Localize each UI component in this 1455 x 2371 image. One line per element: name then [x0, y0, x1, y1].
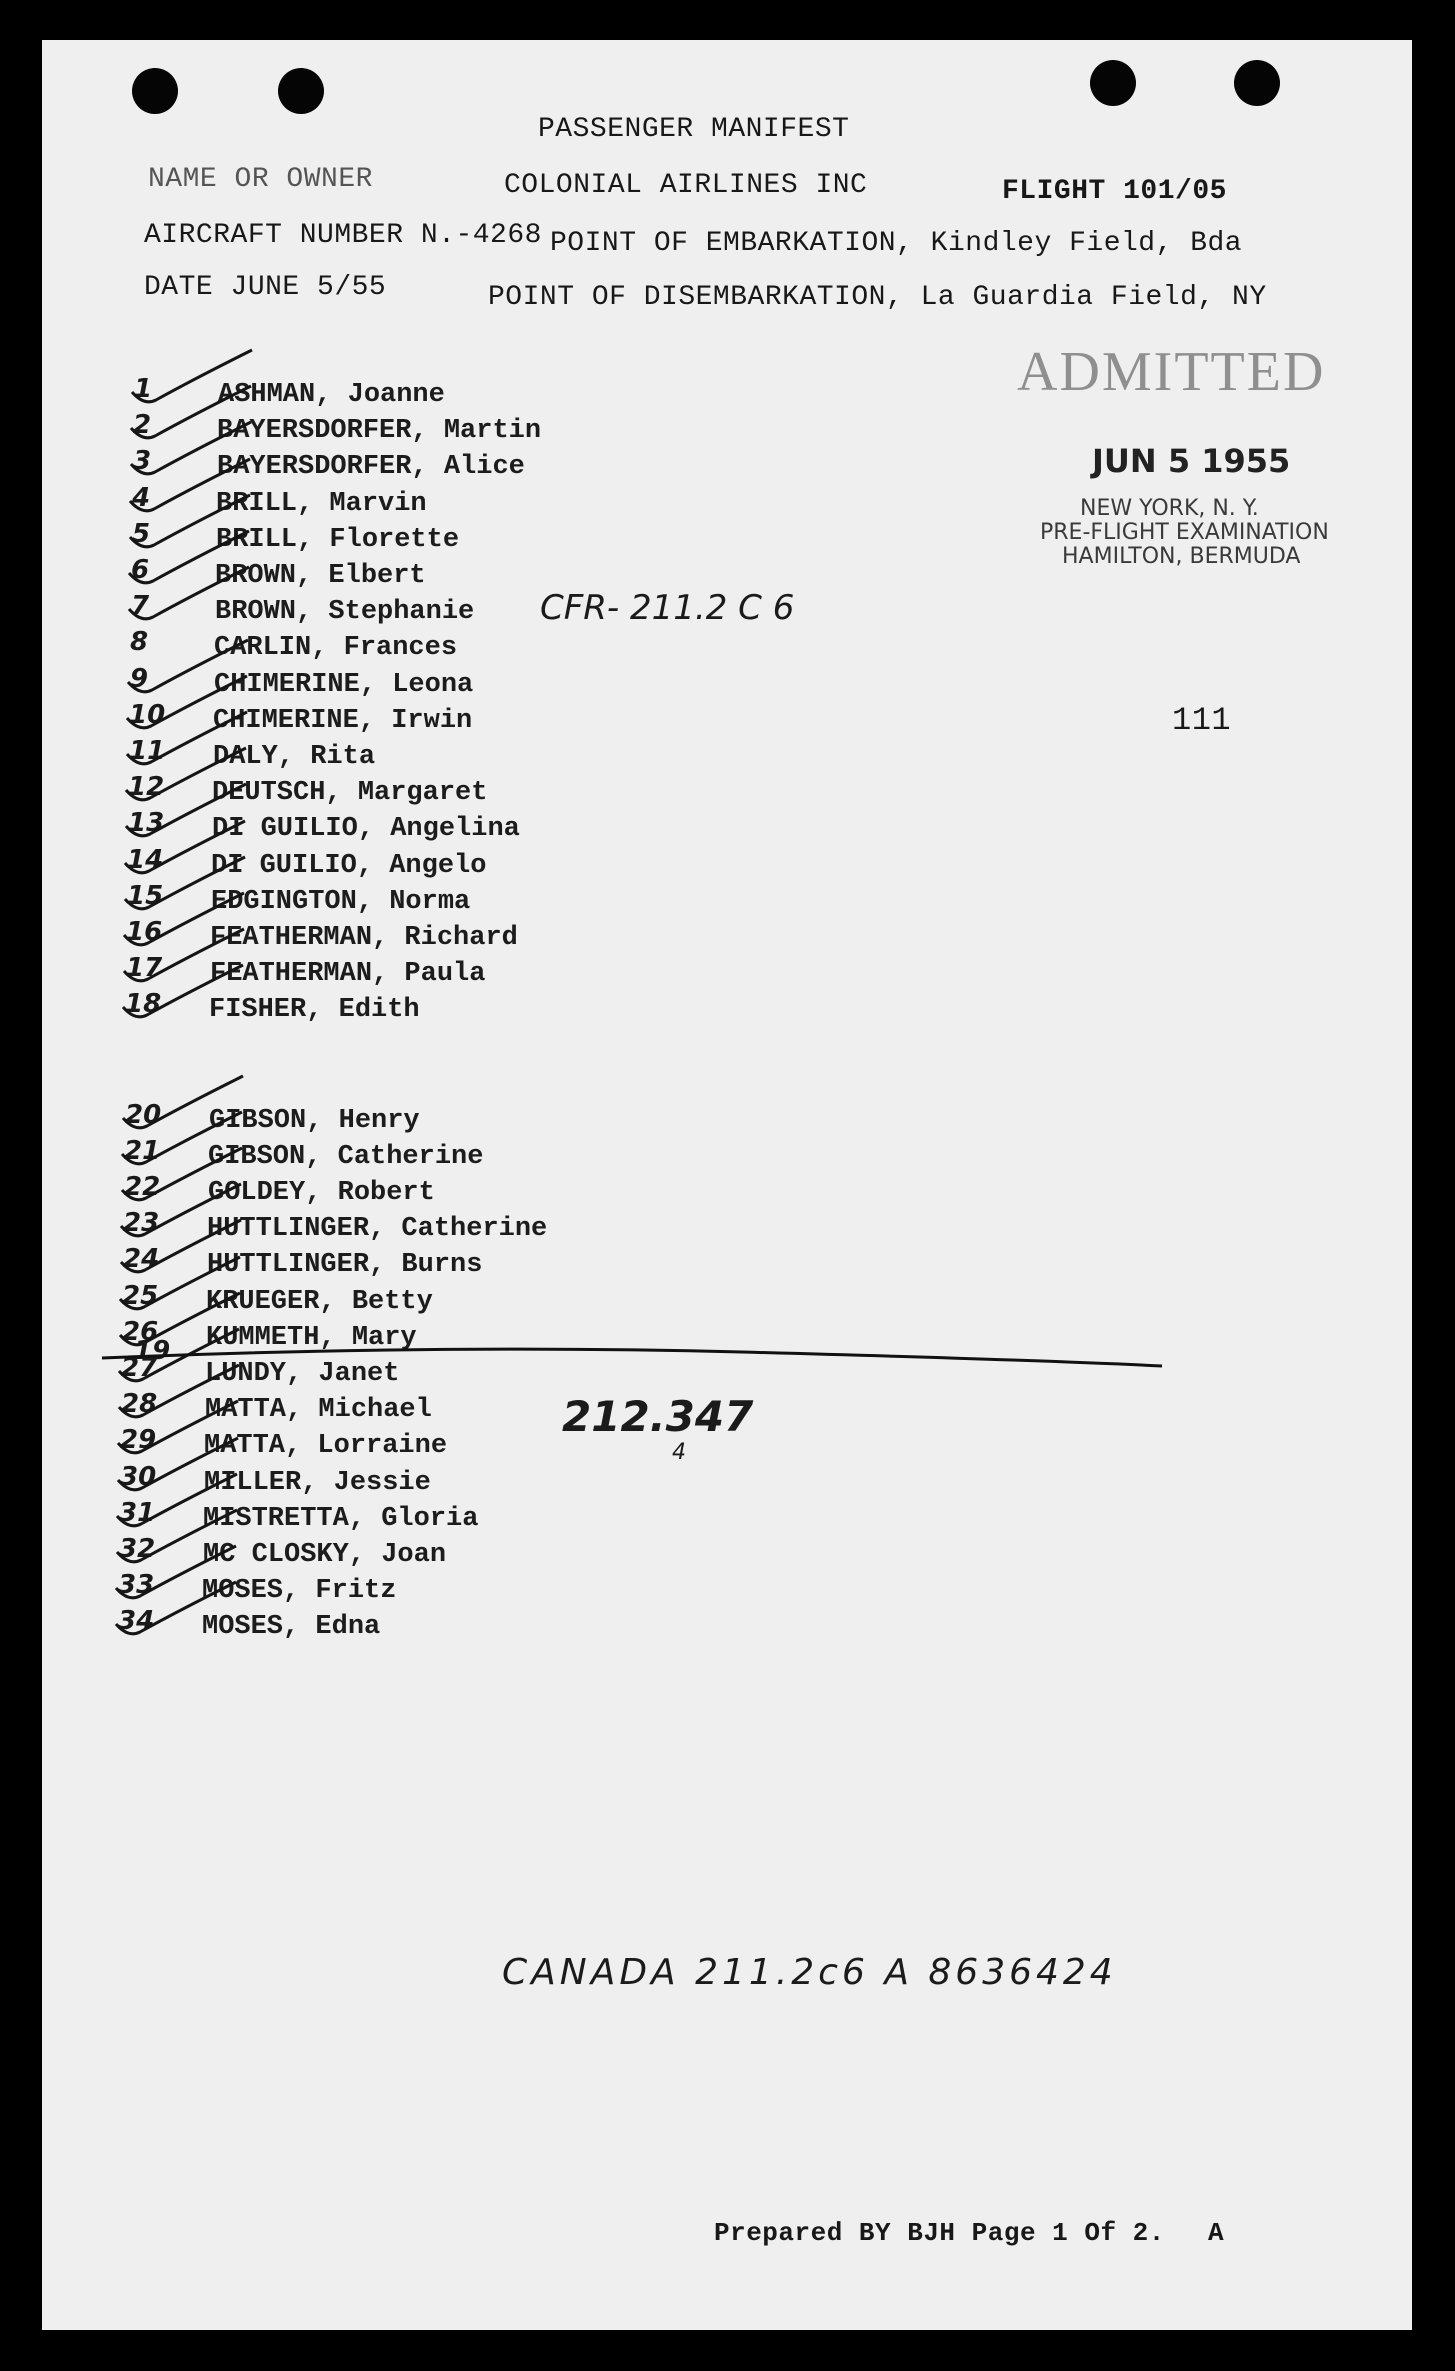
punch-hole — [1090, 60, 1136, 106]
entry-number: 20 — [125, 1099, 162, 1130]
entry-number: 10 — [129, 699, 166, 730]
passenger-name: BAYERSDORFER, Alice — [217, 452, 525, 483]
entry-number: 9 — [130, 663, 149, 694]
passenger-name: BROWN, Stephanie — [215, 597, 475, 628]
stamp-examination: PRE-FLIGHT EXAMINATION — [1040, 520, 1329, 545]
entry-number: 16 — [126, 917, 163, 947]
entry-number: 5 — [132, 518, 151, 549]
gibson-sub-annotation: 4 — [672, 1440, 686, 1465]
passenger-name: FEATHERMAN, Richard — [210, 923, 518, 953]
entry-number: 32 — [119, 1534, 156, 1564]
passenger-name: CHIMERINE, Leona — [214, 669, 474, 700]
manifest-date: DATE JUNE 5/55 — [144, 272, 387, 303]
prepared-by-footer: Prepared BY BJH Page 1 Of 2. — [714, 2218, 1165, 2248]
entry-number: 15 — [127, 880, 164, 911]
canada-annotation: CANADA 211.2c6 A 8636424 — [502, 1952, 1117, 1993]
passenger-name: LUNDY, Janet — [205, 1359, 400, 1389]
strike-through-line — [42, 1340, 1412, 1380]
entry-number: 8 — [130, 627, 149, 658]
passenger-name: KUMMETH, Mary — [206, 1322, 417, 1353]
entry-number: 12 — [128, 772, 165, 803]
passenger-name: HUTTLINGER, Catherine — [207, 1214, 548, 1245]
stamp-origin: HAMILTON, BERMUDA — [1062, 544, 1301, 569]
entry-number: 6 — [131, 555, 150, 585]
entry-number: 27 — [121, 1353, 158, 1383]
passenger-name: MC CLOSKY, Joan — [203, 1540, 447, 1570]
entry-number: 25 — [122, 1280, 159, 1311]
entry-number: 4 — [132, 482, 151, 513]
entry-number: 17 — [126, 953, 163, 984]
entry-number: 1 — [134, 374, 153, 404]
entry-number: 13 — [128, 808, 165, 839]
passenger-name: MOSES, Edna — [202, 1612, 381, 1643]
passenger-name: BROWN, Elbert — [215, 561, 426, 591]
owner-label: NAME OR OWNER — [148, 164, 373, 195]
aircraft-number: AIRCRAFT NUMBER N.-4268 — [144, 220, 542, 251]
passenger-name: EDGINGTON, Norma — [211, 886, 471, 917]
page-marker: 111 — [1172, 702, 1232, 739]
cfr-annotation: CFR- 211.2 C 6 — [540, 588, 795, 628]
punch-hole — [278, 68, 324, 114]
passenger-name: GIBSON, Henry — [209, 1105, 420, 1136]
entry-number: 33 — [118, 1570, 155, 1601]
passenger-name: MOSES, Fritz — [202, 1576, 397, 1607]
passenger-name: ASHMAN, Joanne — [218, 380, 445, 410]
entry-number: 18 — [125, 989, 162, 1020]
struck-entry-number: 19 — [134, 1336, 171, 1366]
entry-number: 28 — [121, 1389, 158, 1420]
entry-number: 31 — [119, 1497, 156, 1528]
entry-number: 2 — [133, 410, 152, 441]
passenger-name: DEUTSCH, Margaret — [212, 778, 488, 809]
passenger-entry — [42, 989, 1412, 1041]
passenger-name: GIBSON, Catherine — [208, 1141, 484, 1172]
admitted-stamp: ADMITTED — [1017, 341, 1326, 403]
stamp-date: JUN 5 1955 — [1092, 442, 1291, 480]
passenger-name: BRILL, Florette — [216, 524, 460, 555]
passenger-name: CARLIN, Frances — [214, 633, 458, 664]
passenger-name: MILLER, Jessie — [204, 1467, 431, 1498]
entry-number: 29 — [120, 1425, 157, 1456]
embarkation-point: POINT OF EMBARKATION, Kindley Field, Bda — [550, 228, 1243, 259]
entry-number: 30 — [120, 1461, 157, 1492]
entry-number: 3 — [133, 446, 152, 477]
airline-name: COLONIAL AIRLINES INC — [504, 170, 868, 201]
stamp-location: NEW YORK, N. Y. — [1080, 496, 1259, 521]
entry-number: 24 — [123, 1244, 160, 1275]
punch-hole — [132, 68, 178, 114]
gibson-annotation: 212.347 — [562, 1392, 754, 1441]
passenger-name: MISTRETTA, Gloria — [203, 1503, 479, 1534]
passenger-entry — [42, 1606, 1412, 1658]
entry-number: 7 — [131, 591, 150, 622]
manifest-title: PASSENGER MANIFEST — [538, 114, 850, 145]
footer-mark: A — [1208, 2218, 1225, 2248]
passenger-name: FISHER, Edith — [209, 995, 420, 1026]
flight-number: FLIGHT 101/05 — [1002, 176, 1227, 207]
passenger-name: GOLDEY, Robert — [208, 1178, 435, 1208]
passenger-name: DI GUILIO, Angelina — [212, 814, 520, 845]
passenger-name: BRILL, Marvin — [216, 488, 427, 519]
entry-number: 21 — [124, 1135, 161, 1166]
passenger-name: MATTA, Michael — [205, 1395, 432, 1426]
passenger-name: DI GUILIO, Angelo — [211, 850, 487, 881]
entry-number: 14 — [127, 844, 164, 875]
passenger-name: DALY, Rita — [213, 742, 376, 772]
entry-number: 23 — [123, 1208, 160, 1239]
entry-number: 26 — [122, 1316, 159, 1347]
entry-number: 11 — [129, 736, 166, 766]
passenger-name: HUTTLINGER, Burns — [207, 1250, 483, 1281]
passenger-name: KRUEGER, Betty — [206, 1286, 433, 1317]
passenger-name: CHIMERINE, Irwin — [213, 705, 473, 736]
passenger-name: BAYERSDORFER, Martin — [217, 416, 542, 447]
manifest-sheet — [42, 40, 1412, 2330]
punch-hole — [1234, 60, 1280, 106]
passenger-name: FEATHERMAN, Paula — [210, 959, 486, 990]
passenger-name: MATTA, Lorraine — [204, 1431, 448, 1462]
disembarkation-point: POINT OF DISEMBARKATION, La Guardia Field, NY — [488, 282, 1267, 313]
entry-number: 22 — [124, 1172, 161, 1202]
entry-number: 34 — [118, 1606, 155, 1637]
